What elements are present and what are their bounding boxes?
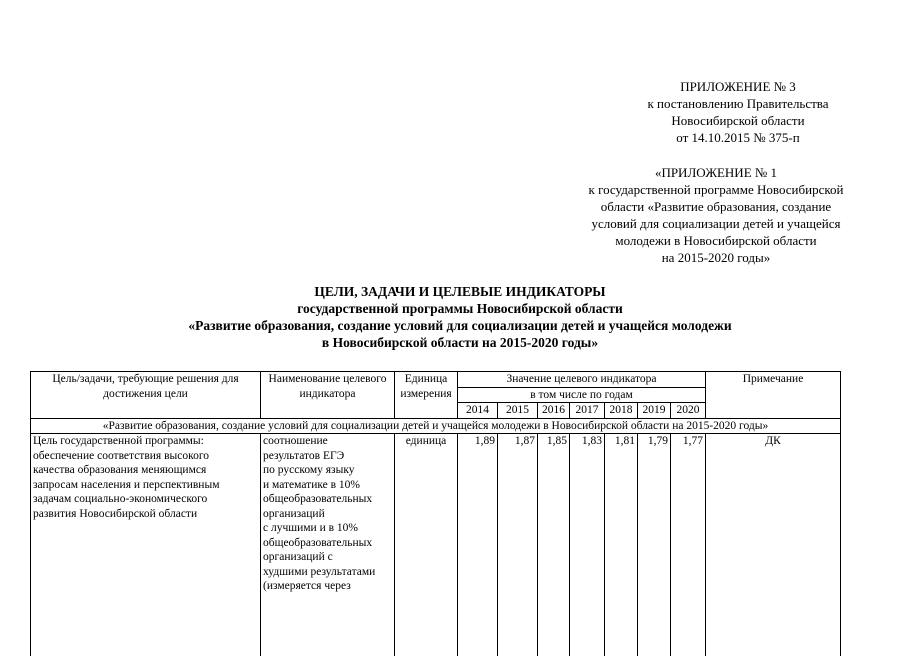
note-cell: ДК — [706, 434, 841, 656]
title-line: государственной программы Новосибирской области — [60, 300, 860, 317]
header-indicator: Наименование целевого индикатора — [261, 372, 395, 419]
appendix-program-line: к государственной программе Новосибирской — [556, 181, 876, 198]
value-cell: 1,81 — [605, 434, 638, 656]
indicator-line: результатов ЕГЭ — [263, 449, 392, 464]
goal-line: задачам социально-экономического — [33, 492, 258, 507]
header-unit: Единица измерения — [395, 372, 458, 419]
indicator-line: организаций с — [263, 550, 392, 565]
title-line: в Новосибирской области на 2015-2020 годы» — [60, 334, 860, 351]
goal-cell — [31, 434, 261, 656]
goals-indicators-table — [30, 371, 841, 656]
appendix-program-line: на 2015-2020 годы» — [556, 249, 876, 266]
program-name-cell: «Развитие образования, создание условий для социализации детей и учащейся молодежи в Новосибирской области на 2015-2020 годы» — [31, 418, 841, 434]
indicator-line: общеобразовательных — [263, 536, 392, 551]
header-value-group: Значение целевого индикатора — [458, 372, 706, 388]
title-line: ЦЕЛИ, ЗАДАЧИ И ЦЕЛЕВЫЕ ИНДИКАТОРЫ — [60, 283, 860, 300]
header-row — [31, 372, 841, 388]
header-by-years: в том числе по годам — [458, 387, 706, 403]
program-name-row — [31, 418, 841, 434]
unit-cell: единица — [395, 434, 458, 656]
appendix-program-line: условий для социализации детей и учащейся — [556, 215, 876, 232]
header-note: Примечание — [706, 372, 841, 419]
appendix-program-line: молодежи в Новосибирской области — [556, 232, 876, 249]
year-cell: 2020 — [671, 403, 706, 419]
appendix-program-line: «ПРИЛОЖЕНИЕ № 1 — [556, 164, 876, 181]
goal-line: запросам населения и перспективным — [33, 478, 258, 493]
goal-line: обеспечение соответствия высокого — [33, 449, 258, 464]
document-title — [60, 283, 860, 351]
indicator-cell — [261, 434, 395, 656]
goal-line: Цель государственной программы: — [33, 434, 258, 449]
indicator-line: и математике в 10% — [263, 478, 392, 493]
goal-line: развития Новосибирской области — [33, 507, 258, 522]
value-cell: 1,79 — [638, 434, 671, 656]
year-cell: 2019 — [638, 403, 671, 419]
indicator-line: (измеряется через — [263, 579, 392, 594]
appendix-main-line: ПРИЛОЖЕНИЕ № 3 — [618, 78, 858, 95]
indicator-line: соотношение — [263, 434, 392, 449]
year-cell: 2014 — [458, 403, 498, 419]
value-cell: 1,85 — [538, 434, 570, 656]
value-cell: 1,77 — [671, 434, 706, 656]
indicator-line: с лучшими и в 10% — [263, 521, 392, 536]
table-row — [31, 434, 841, 656]
value-cell: 1,83 — [570, 434, 605, 656]
year-cell: 2017 — [570, 403, 605, 419]
goal-line: качества образования меняющимся — [33, 463, 258, 478]
indicator-line: организаций — [263, 507, 392, 522]
appendix-program-line: области «Развитие образования, создание — [556, 198, 876, 215]
appendix-main-line: Новосибирской области — [618, 112, 858, 129]
title-line: «Развитие образования, создание условий для социализации детей и учащейся молодежи — [60, 317, 860, 334]
year-cell: 2018 — [605, 403, 638, 419]
value-cell: 1,87 — [498, 434, 538, 656]
header-goal: Цель/задачи, требующие решения для достижения цели — [31, 372, 261, 419]
indicator-line: общеобразовательных — [263, 492, 392, 507]
indicator-line: худшими результатами — [263, 565, 392, 580]
year-cell: 2016 — [538, 403, 570, 419]
indicator-line: по русскому языку — [263, 463, 392, 478]
appendix-program-header — [556, 164, 876, 266]
appendix-main-header — [618, 78, 858, 146]
year-cell: 2015 — [498, 403, 538, 419]
appendix-main-line: к постановлению Правительства — [618, 95, 858, 112]
value-cell: 1,89 — [458, 434, 498, 656]
appendix-main-line: от 14.10.2015 № 375-п — [618, 129, 858, 146]
